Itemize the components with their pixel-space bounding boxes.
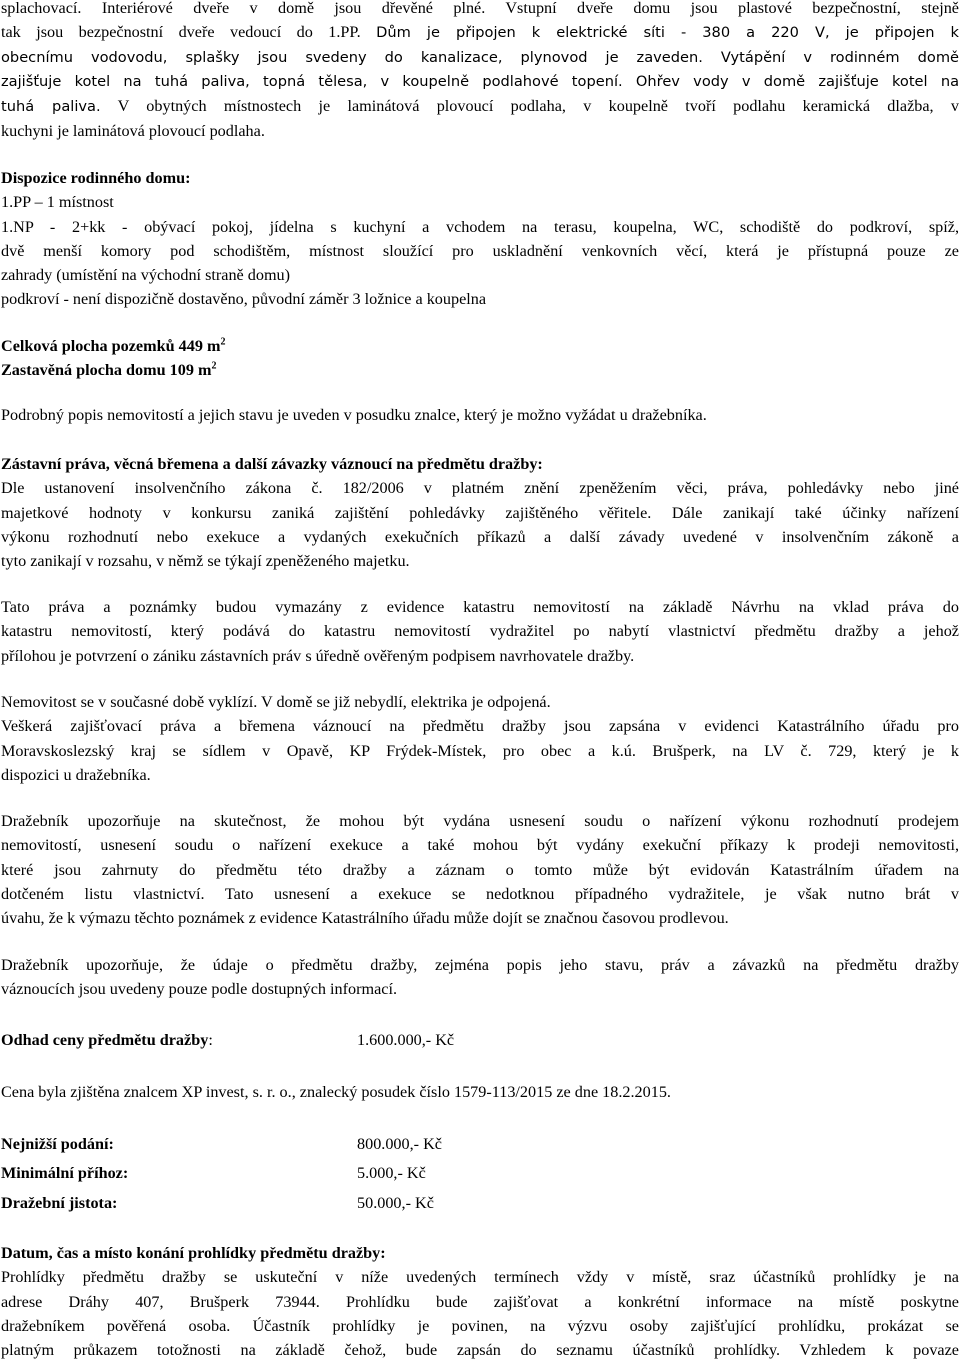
areas-section [1, 334, 959, 383]
text-line: Dražebník upozorňuje na skutečnost, že mohou být vydána usnesení soudu o nařízení výkonu rozhodnutí prodejem [1, 812, 959, 830]
section-heading: Zástavní práva, věcná břemena a další závazky váznoucí na předmětu dražby: [1, 455, 543, 473]
text-line: Dle ustanovení insolvenčního zákona č. 182/2006 v platném znění zpeněžením věci, práva, pohledávky nebo jiné [1, 479, 959, 498]
text-line: 1.PP – 1 místnost [1, 193, 114, 212]
text-line: zajišťuje kotel na tuhá paliva, topná tělesa, v koupelně podlahové topení. Ohřev vody v domě zajišťuje kotel na [1, 72, 960, 90]
house-description-paragraph [1, 0, 959, 144]
text-line: podkroví - není dispozičně dostavěno, původní záměr 3 ložnice a koupelna [1, 290, 487, 309]
text-line: dispozici u dražebníka. [1, 765, 151, 784]
text-line: výkonu rozhodnutí nebo exekuce a vydaných exekučních příkazů a další závady uvedené v insolvenčním zákoně a [1, 527, 959, 546]
text-line: úvahu, že k výmazu těchto poznámek z evidence Katastrálního úřadu může dojít se značnou časovou prodlevou. [1, 909, 729, 928]
text-line: Cena byla zjištěna znalcem XP invest, s. r. o., znalecký posudek číslo 1579-113/2015 ze dne 18.2.2015. [1, 1083, 671, 1101]
auctioneer-data-notice [1, 953, 959, 1002]
valuation-note [1, 1080, 959, 1104]
text-line: adrese Dráhy 407, Brušperk 73944. Prohlídku bude zajišťovat a konkrétní informace na místě poskytne [1, 1292, 959, 1311]
text-line: dotčeném listu vlastnictví. Tato usnesení a exekuce se nedotknou případného vydražitele, je však nutno brát v [1, 884, 959, 903]
text-line: Tato práva a poznámky budou vymazány z evidence katastru nemovitostí na základě Návrhu na vklad práva do [1, 598, 959, 616]
viewing-section [1, 1241, 959, 1362]
text-line: tuhá paliva. V obytných místnostech je laminátová plovoucí podlaha, v koupelně tvoří podlahu keramická dlažba, v [1, 97, 959, 116]
text-line: katastru nemovitostí, který podává do katastru nemovitostí vydražitel po nabytí vlastnictví předmětu dražby a jehož [1, 622, 959, 641]
text-line: nemovitostí, usnesení soudu o nařízení exekuce a také mohou být vydány exekuční příkazy k prodeji nemovitosti, [1, 836, 959, 855]
text-line: dvě menší komory pod schodištěm, místnost sloužící pro uskladnění venkovních věcí, která je přístupná pouze ze [1, 241, 959, 260]
disposition-section [1, 166, 959, 312]
auctioneer-warning-paragraph [1, 809, 959, 930]
text-line: 1.NP - 2+kk - obývací pokoj, jídelna s kuchyní a vchodem na terasu, koupelna, WC, schodiště do podkroví, spíž, [1, 217, 959, 236]
vacate-paragraph [1, 690, 959, 787]
text-line: splachovací. Interiérové dveře v domě jsou dřevěné plné. Vstupní dveře domu jsou plastové bezpečnostní, stejně [1, 0, 959, 17]
text-line: Podrobný popis nemovitostí a jejich stavu je uveden v posudku znalce, který je možno vyžádat u dražebníka. [1, 406, 707, 424]
liens-section [1, 452, 959, 573]
section-heading: Datum, čas a místo konání prohlídky předmětu dražby: [1, 1244, 386, 1262]
text-line: kuchyni je laminátová plovoucí podlaha. [1, 122, 265, 141]
valuation-label: Odhad ceny předmětu dražby: [1, 1031, 213, 1049]
text-line: Dražebník upozorňuje, že údaje o předmětu dražby, zejména popis jeho stavu, práv a závazků na předmětu dražby [1, 956, 959, 974]
section-heading: Dispozice rodinného domu: [1, 169, 191, 187]
valuation-value: 1.600.000,- Kč [357, 1031, 455, 1049]
text-line: tak jsou bezpečnostní dveře vedoucí do 1.PP. Dům je připojen k elektrické síti - 380 a 220 V, je připojen k [1, 23, 960, 42]
lowest-bid-label: Nejnižší podání: [1, 1135, 114, 1153]
detail-note [1, 403, 959, 427]
rights-deletion-paragraph [1, 595, 959, 668]
deposit-label: Dražební jistota: [1, 1194, 118, 1212]
text-line: tyto zanikají v rozsahu, v němž se týkají zpeněženého majetku. [1, 552, 410, 571]
text-line: dražebníkem pověřená osoba. Účastník prohlídky je povinen, na výzvu osoby zajišťující prohlídku, prokázat se [1, 1316, 959, 1335]
min-increment-label: Minimální příhoz: [1, 1164, 129, 1182]
text-line: Prohlídky předmětu dražby se uskuteční v níže uvedených termínech vždy v místě, sraz účastníků prohlídky je na [1, 1268, 959, 1287]
text-line: váznoucích jsou uvedeny pouze podle dostupných informací. [1, 980, 398, 999]
text-line: přílohou je potvrzení o zániku zástavních práv s úředně ověřeným podpisem navrhovatele dražby. [1, 646, 635, 665]
text-line: zahrady (umístění na východní straně domu) [1, 266, 291, 285]
text-line: majetkové hodnoty v konkursu zaniká zajištění pohledávky zajištěného věřitele. Dále zanikají také účinky nařízení [1, 503, 959, 522]
text-line: platným průkazem totožnosti na základě čehož, bude zapsán do seznamu účastníků prohlídky. Vzhledem k povaze [1, 1341, 959, 1360]
text-line: Veškerá zajišťovací práva a břemena váznoucí na předmětu dražby jsou zapsána v evidenci Katastrálního úřadu pro [1, 717, 959, 736]
built-area: Zastavěná plocha domu 109 $m^2$ [1, 360, 217, 380]
min-increment-value: 5.000,- Kč [357, 1164, 426, 1182]
land-area: Celková plocha pozemků 449 $m^2$ [1, 336, 226, 355]
text-line: obecnímu vodovodu, splašky jsou svedeny do kanalizace, plynovod je zaveden. Vytápění v rodinném domě [1, 48, 960, 66]
text-line: které jsou zahrnuty do předmětu této dražby a záznam o tomto může být evidován Katastrálním úřadem na [1, 860, 959, 879]
deposit-value: 50.000,- Kč [357, 1194, 434, 1212]
text-line: Moravskoslezský kraj se sídlem v Opavě, KP Frýdek-Místek, pro obec a k.ú. Brušperk, na LV č. 729, který je k [1, 741, 959, 760]
lowest-bid-value: 800.000,- Kč [357, 1135, 442, 1153]
text-line: Nemovitost se v současné době vyklízí. V domě se již nebydlí, elektrika je odpojená. [1, 693, 551, 711]
